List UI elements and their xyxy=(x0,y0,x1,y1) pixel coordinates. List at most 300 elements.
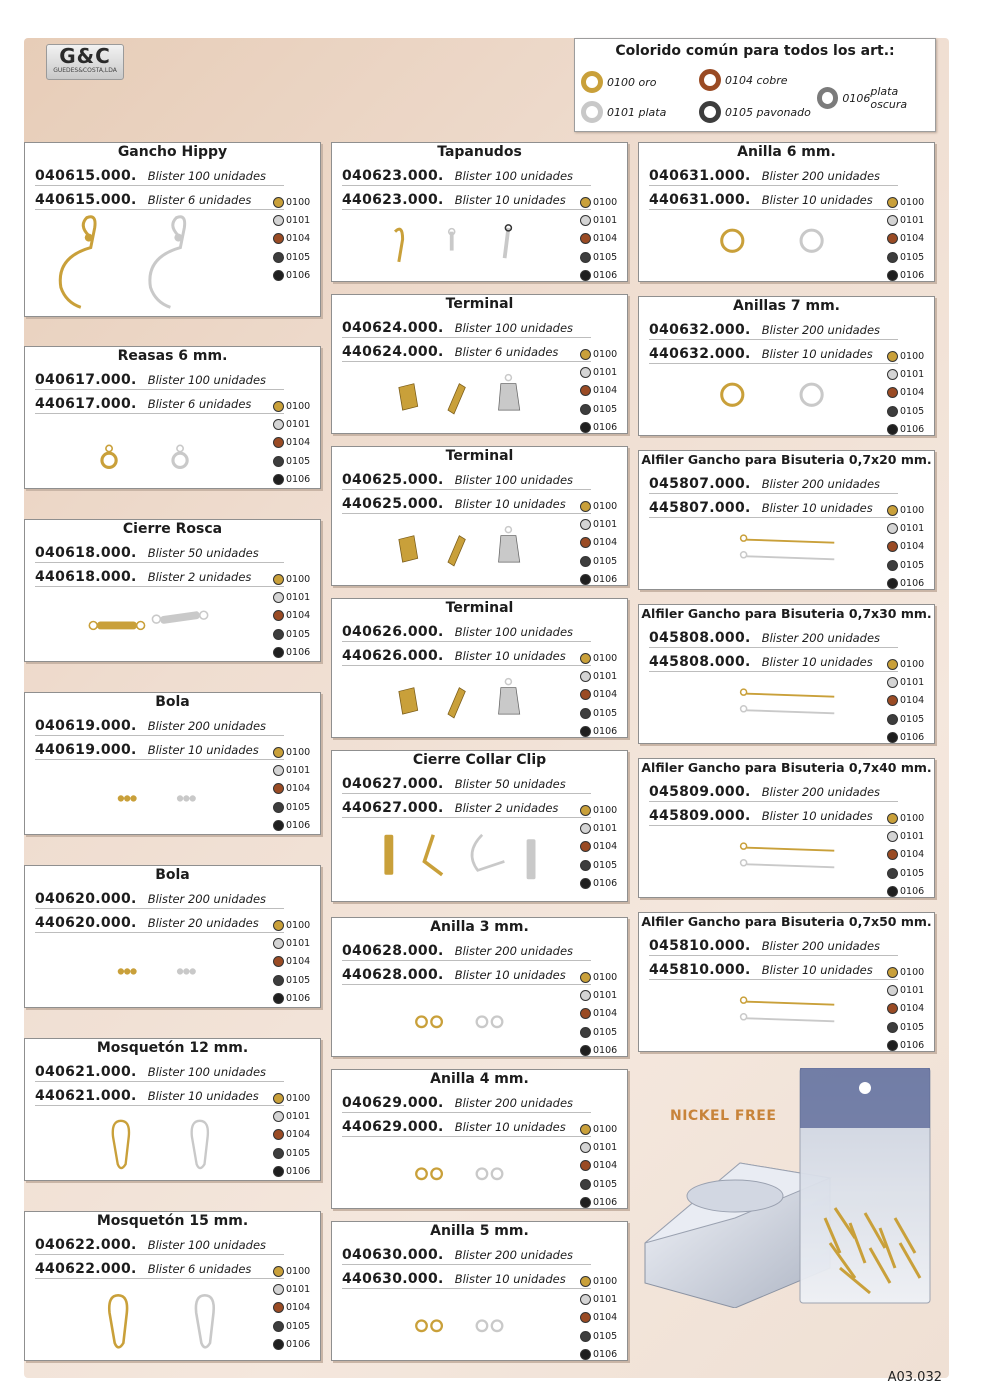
product-card xyxy=(24,142,321,317)
swatch-item xyxy=(887,230,931,248)
swatch-item xyxy=(273,1299,317,1317)
color-dot-icon xyxy=(887,505,898,516)
swatch-code: 0100 xyxy=(900,504,925,516)
color-dot-icon xyxy=(273,419,284,430)
company-logo xyxy=(46,44,124,80)
color-dot-icon xyxy=(887,270,898,281)
color-dot-icon xyxy=(580,1312,591,1323)
color-dot-icon xyxy=(580,972,591,983)
swatch-item xyxy=(580,874,624,892)
color-swatches xyxy=(580,649,624,740)
swatch-code: 0100 xyxy=(593,1123,618,1135)
color-swatches xyxy=(580,1120,624,1211)
legend-name: cobre xyxy=(756,73,788,87)
product-title: Terminal xyxy=(445,600,514,616)
color-dot-icon xyxy=(580,252,591,263)
swatch-item xyxy=(887,519,931,537)
color-dot-icon xyxy=(273,993,284,1004)
swatch-item xyxy=(887,266,931,284)
swatch-item xyxy=(580,1157,624,1175)
swatch-item xyxy=(580,418,624,436)
product-code: 045810.000. xyxy=(649,938,751,954)
swatch-item xyxy=(273,470,317,488)
swatch-item xyxy=(580,649,624,667)
product-card xyxy=(331,446,628,586)
color-dot-icon xyxy=(887,886,898,897)
swatch-code: 0101 xyxy=(900,676,925,688)
swatch-code: 0100 xyxy=(593,348,618,360)
product-title: Terminal xyxy=(445,296,514,312)
swatch-item xyxy=(580,193,624,211)
product-card xyxy=(331,598,628,738)
product-pack: Blister 100 unidades xyxy=(147,1065,267,1079)
swatch-code: 0104 xyxy=(286,437,311,449)
swatch-code: 0100 xyxy=(900,812,925,824)
product-pack: Blister 6 unidades xyxy=(147,1262,252,1276)
swatch-item xyxy=(580,1138,624,1156)
color-dot-icon xyxy=(273,1111,284,1122)
color-dot-icon xyxy=(887,541,898,552)
product-row xyxy=(35,369,284,390)
swatch-code: 0101 xyxy=(900,368,925,380)
color-dot-icon xyxy=(273,1129,284,1140)
product-image xyxy=(643,671,882,739)
swatch-item xyxy=(887,1000,931,1018)
product-card xyxy=(638,758,935,898)
swatch-code: 0106 xyxy=(593,1196,618,1208)
swatch-item xyxy=(273,570,317,588)
swatch-code: 0104 xyxy=(286,783,311,795)
swatch-code: 0100 xyxy=(593,652,618,664)
swatch-code: 0105 xyxy=(900,251,925,263)
product-code: 440628.000. xyxy=(342,967,444,983)
product-pack: Blister 10 unidades xyxy=(454,968,566,982)
swatch-item xyxy=(273,934,317,952)
swatch-item xyxy=(273,1107,317,1125)
swatch-item xyxy=(273,643,317,661)
product-pack: Blister 200 unidades xyxy=(147,719,267,733)
swatch-item xyxy=(887,501,931,519)
color-dot-icon xyxy=(887,732,898,743)
product-pack: Blister 10 unidades xyxy=(454,1120,566,1134)
product-code: 040619.000. xyxy=(35,718,137,734)
swatch-code: 0100 xyxy=(900,658,925,670)
swatch-item xyxy=(887,538,931,556)
swatch-item xyxy=(273,1317,317,1335)
product-image xyxy=(643,979,882,1047)
swatch-item xyxy=(580,986,624,1004)
product-row xyxy=(342,1268,591,1289)
product-title: Anillas 7 mm. xyxy=(733,298,840,314)
product-image xyxy=(29,1105,268,1176)
color-dot-icon xyxy=(273,610,284,621)
color-dot-icon xyxy=(273,1166,284,1177)
swatch-code: 0104 xyxy=(900,233,925,245)
product-row xyxy=(649,805,898,826)
swatch-item xyxy=(887,710,931,728)
logo-text: G&C xyxy=(59,44,111,68)
swatch-code: 0106 xyxy=(286,1165,311,1177)
legend-code: 0100 xyxy=(607,75,635,89)
product-code: 440629.000. xyxy=(342,1119,444,1135)
swatch-item xyxy=(887,692,931,710)
product-row xyxy=(649,935,898,956)
color-dot-icon xyxy=(580,841,591,852)
color-swatches xyxy=(273,397,317,488)
color-swatches xyxy=(580,497,624,588)
product-row xyxy=(342,341,591,362)
product-pack: Blister 10 unidades xyxy=(761,501,873,515)
color-dot-icon xyxy=(887,677,898,688)
product-title: Reasas 6 mm. xyxy=(117,348,228,364)
swatch-code: 0105 xyxy=(286,455,311,467)
product-code: 040627.000. xyxy=(342,776,444,792)
product-code: 445807.000. xyxy=(649,500,751,516)
swatch-item xyxy=(273,1126,317,1144)
swatch-code: 0101 xyxy=(593,1293,618,1305)
color-dot-icon xyxy=(273,401,284,412)
color-dot-icon xyxy=(273,1148,284,1159)
product-pack: Blister 2 unidades xyxy=(147,570,252,584)
swatch-code: 0104 xyxy=(286,956,311,968)
color-dot-icon xyxy=(580,215,591,226)
swatch-code: 0100 xyxy=(593,1275,618,1287)
swatch-item xyxy=(580,497,624,515)
swatch-item xyxy=(580,1309,624,1327)
swatch-item xyxy=(273,1144,317,1162)
swatch-item xyxy=(887,347,931,365)
swatch-code: 0104 xyxy=(286,1302,311,1314)
swatch-code: 0106 xyxy=(286,473,311,485)
product-code: 440615.000. xyxy=(35,192,137,208)
swatch-item xyxy=(580,968,624,986)
color-dot-icon xyxy=(580,878,591,889)
product-pack: Blister 10 unidades xyxy=(454,1272,566,1286)
swatch-code: 0106 xyxy=(286,1338,311,1350)
product-pack: Blister 100 unidades xyxy=(147,1238,267,1252)
logo-tagline: GUEDES&COSTA,LDA xyxy=(53,67,117,74)
swatch-item xyxy=(273,1089,317,1107)
product-title: Anilla 4 mm. xyxy=(430,1071,529,1087)
color-dot-icon xyxy=(887,197,898,208)
product-row xyxy=(342,964,591,985)
color-dot-icon xyxy=(887,813,898,824)
product-code: 040631.000. xyxy=(649,168,751,184)
swatch-code: 0101 xyxy=(593,822,618,834)
swatch-code: 0105 xyxy=(286,1147,311,1159)
product-code: 045808.000. xyxy=(649,630,751,646)
product-code: 440623.000. xyxy=(342,192,444,208)
color-dot-icon xyxy=(273,1339,284,1350)
product-code: 440625.000. xyxy=(342,496,444,512)
product-image xyxy=(643,825,882,893)
product-image xyxy=(29,1278,268,1356)
product-title: Tapanudos xyxy=(437,144,522,160)
color-swatches xyxy=(580,1272,624,1363)
color-dot-icon xyxy=(580,270,591,281)
swatch-code: 0104 xyxy=(900,387,925,399)
product-pack: Blister 6 unidades xyxy=(147,397,252,411)
color-swatches xyxy=(887,347,931,438)
product-pack: Blister 10 unidades xyxy=(147,743,259,757)
color-dot-icon xyxy=(580,1124,591,1135)
swatch-code: 0105 xyxy=(593,251,618,263)
color-swatches xyxy=(273,1089,317,1180)
swatch-code: 0100 xyxy=(286,1265,311,1277)
color-dot-icon xyxy=(273,765,284,776)
swatch-item xyxy=(887,827,931,845)
color-dot-icon xyxy=(580,367,591,378)
product-card xyxy=(24,346,321,489)
swatch-item xyxy=(580,382,624,400)
product-row xyxy=(649,343,898,364)
swatch-code: 0106 xyxy=(900,269,925,281)
swatch-item xyxy=(887,655,931,673)
swatch-code: 0100 xyxy=(593,971,618,983)
legend-code: 0101 xyxy=(607,105,635,119)
color-swatches xyxy=(887,963,931,1054)
swatch-code: 0104 xyxy=(593,1008,618,1020)
swatch-code: 0106 xyxy=(900,423,925,435)
swatch-item xyxy=(273,211,317,229)
swatch-code: 0101 xyxy=(900,522,925,534)
dark-silver-ring-icon xyxy=(817,87,838,109)
color-swatches xyxy=(273,743,317,834)
swatch-item xyxy=(273,248,317,266)
product-card xyxy=(638,450,935,590)
swatch-code: 0100 xyxy=(286,196,311,208)
swatch-code: 0106 xyxy=(286,992,311,1004)
product-pack: Blister 100 unidades xyxy=(147,169,267,183)
color-swatches xyxy=(580,968,624,1059)
product-title: Alfiler Gancho para Bisuteria 0,7x40 mm. xyxy=(641,760,932,775)
product-title: Alfiler Gancho para Bisuteria 0,7x30 mm. xyxy=(641,606,932,621)
swatch-code: 0101 xyxy=(286,1110,311,1122)
product-pack: Blister 50 unidades xyxy=(454,777,566,791)
swatch-item xyxy=(273,397,317,415)
swatch-code: 0100 xyxy=(286,573,311,585)
color-dot-icon xyxy=(887,215,898,226)
swatch-code: 0104 xyxy=(593,537,618,549)
product-row xyxy=(35,1258,284,1279)
product-title: Terminal xyxy=(445,448,514,464)
copper-ring-icon xyxy=(699,69,721,91)
product-image xyxy=(336,1288,575,1356)
product-row xyxy=(649,959,898,980)
product-code: 445808.000. xyxy=(649,654,751,670)
color-swatches xyxy=(580,193,624,284)
swatch-code: 0106 xyxy=(593,1348,618,1360)
product-row xyxy=(342,469,591,490)
swatch-item xyxy=(580,1327,624,1345)
color-dot-icon xyxy=(887,831,898,842)
product-row xyxy=(649,497,898,518)
swatch-item xyxy=(273,761,317,779)
product-row xyxy=(35,1234,284,1255)
product-card xyxy=(331,294,628,434)
product-pack: Blister 6 unidades xyxy=(454,345,559,359)
product-row xyxy=(35,542,284,563)
color-dot-icon xyxy=(580,1160,591,1171)
legend-item-pavonado xyxy=(699,101,811,123)
product-code: 440622.000. xyxy=(35,1261,137,1277)
swatch-item xyxy=(580,552,624,570)
product-image xyxy=(336,817,575,897)
product-title: Cierre Collar Clip xyxy=(412,752,547,768)
color-dot-icon xyxy=(273,270,284,281)
swatch-code: 0101 xyxy=(286,1283,311,1295)
swatch-code: 0101 xyxy=(286,214,311,226)
color-swatches xyxy=(887,193,931,284)
product-row xyxy=(342,317,591,338)
swatch-item xyxy=(580,1023,624,1041)
product-code: 040620.000. xyxy=(35,891,137,907)
product-code: 440618.000. xyxy=(35,569,137,585)
color-dot-icon xyxy=(580,197,591,208)
swatch-item xyxy=(580,1175,624,1193)
product-code: 040615.000. xyxy=(35,168,137,184)
color-swatches xyxy=(580,345,624,436)
swatch-code: 0104 xyxy=(286,1129,311,1141)
product-image xyxy=(29,209,268,312)
swatch-code: 0101 xyxy=(593,989,618,1001)
product-card xyxy=(24,1211,321,1361)
product-card xyxy=(638,296,935,436)
swatch-code: 0106 xyxy=(593,421,618,433)
product-code: 445809.000. xyxy=(649,808,751,824)
color-dot-icon xyxy=(580,1045,591,1056)
packaging-image xyxy=(640,1068,940,1308)
product-image xyxy=(336,361,575,429)
product-card xyxy=(24,519,321,662)
color-dot-icon xyxy=(273,592,284,603)
color-swatches xyxy=(273,570,317,661)
product-pack: Blister 100 unidades xyxy=(454,473,574,487)
product-row xyxy=(649,319,898,340)
product-row xyxy=(35,165,284,186)
swatch-code: 0106 xyxy=(286,269,311,281)
swatch-code: 0105 xyxy=(900,1021,925,1033)
product-row xyxy=(342,189,591,210)
color-dot-icon xyxy=(580,689,591,700)
swatch-item xyxy=(887,864,931,882)
product-title: Anilla 3 mm. xyxy=(430,919,529,935)
swatch-code: 0105 xyxy=(593,707,618,719)
swatch-code: 0105 xyxy=(593,859,618,871)
swatch-code: 0106 xyxy=(593,725,618,737)
swatch-item xyxy=(887,365,931,383)
product-code: 040630.000. xyxy=(342,1247,444,1263)
product-pack: Blister 200 unidades xyxy=(761,785,881,799)
swatch-code: 0104 xyxy=(593,689,618,701)
color-dot-icon xyxy=(580,1008,591,1019)
product-image xyxy=(29,932,268,1003)
color-dot-icon xyxy=(887,985,898,996)
swatch-code: 0106 xyxy=(286,819,311,831)
product-row xyxy=(35,393,284,414)
swatch-code: 0105 xyxy=(593,1330,618,1342)
product-row xyxy=(649,781,898,802)
color-dot-icon xyxy=(580,823,591,834)
color-dot-icon xyxy=(273,802,284,813)
legend-title: Colorido común para todos los art.: xyxy=(615,43,895,59)
swatch-item xyxy=(887,963,931,981)
product-row xyxy=(342,621,591,642)
color-dot-icon xyxy=(580,860,591,871)
product-pack: Blister 10 unidades xyxy=(761,193,873,207)
swatch-item xyxy=(580,722,624,740)
product-pack: Blister 200 unidades xyxy=(761,323,881,337)
product-code: 040622.000. xyxy=(35,1237,137,1253)
swatch-code: 0106 xyxy=(900,885,925,897)
color-dot-icon xyxy=(580,1027,591,1038)
color-dot-icon xyxy=(580,422,591,433)
product-pack: Blister 100 unidades xyxy=(454,321,574,335)
color-dot-icon xyxy=(887,424,898,435)
swatch-item xyxy=(580,838,624,856)
legend-name: pavonado xyxy=(756,105,811,119)
swatch-code: 0104 xyxy=(593,233,618,245)
color-dot-icon xyxy=(273,629,284,640)
product-image xyxy=(643,517,882,585)
swatch-item xyxy=(887,211,931,229)
product-code: 040621.000. xyxy=(35,1064,137,1080)
swatch-code: 0100 xyxy=(900,350,925,362)
color-dot-icon xyxy=(273,474,284,485)
swatch-item xyxy=(273,916,317,934)
swatch-code: 0105 xyxy=(900,867,925,879)
color-dot-icon xyxy=(273,975,284,986)
color-legend xyxy=(574,38,936,132)
product-row xyxy=(342,797,591,818)
color-dot-icon xyxy=(580,1197,591,1208)
swatch-item xyxy=(580,266,624,284)
product-title: Bola xyxy=(155,867,190,883)
color-dot-icon xyxy=(273,1302,284,1313)
color-dot-icon xyxy=(580,726,591,737)
swatch-item xyxy=(887,384,931,402)
legend-name: oro xyxy=(638,75,657,89)
swatch-code: 0106 xyxy=(900,731,925,743)
product-title: Alfiler Gancho para Bisuteria 0,7x20 mm. xyxy=(641,452,932,467)
product-image xyxy=(643,209,882,277)
product-row xyxy=(342,1244,591,1265)
product-pack: Blister 20 unidades xyxy=(147,916,259,930)
color-dot-icon xyxy=(580,501,591,512)
product-image xyxy=(336,984,575,1052)
swatch-code: 0100 xyxy=(286,746,311,758)
page-code: A03.032 xyxy=(887,1370,942,1385)
swatch-code: 0100 xyxy=(593,804,618,816)
swatch-code: 0106 xyxy=(593,877,618,889)
product-pack: Blister 100 unidades xyxy=(454,625,574,639)
legend-code: 0104 xyxy=(725,73,753,87)
color-dot-icon xyxy=(580,556,591,567)
gold-ring-icon xyxy=(581,71,603,93)
color-dot-icon xyxy=(580,708,591,719)
product-code: 040632.000. xyxy=(649,322,751,338)
color-dot-icon xyxy=(273,197,284,208)
swatch-item xyxy=(273,780,317,798)
product-code: 040628.000. xyxy=(342,943,444,959)
color-dot-icon xyxy=(887,695,898,706)
swatch-item xyxy=(273,953,317,971)
swatch-item xyxy=(580,345,624,363)
color-dot-icon xyxy=(887,233,898,244)
product-card xyxy=(331,142,628,282)
product-image xyxy=(336,513,575,581)
color-dot-icon xyxy=(887,387,898,398)
